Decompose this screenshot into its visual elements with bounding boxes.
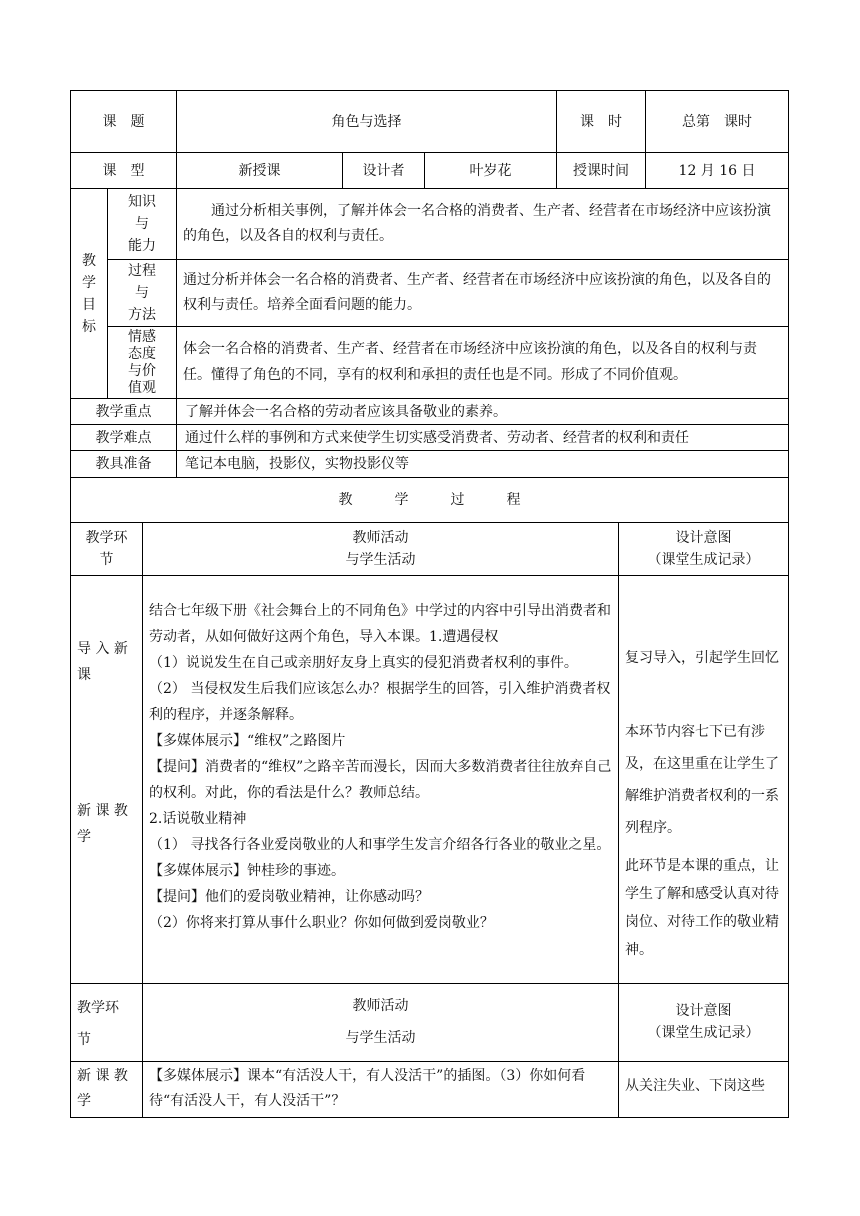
last-row-activity: 【多媒体展示】课本“有活没人干，有人没活干”的插图。（3）你如何看待“有活没人干，有人没活干”？ <box>143 1061 619 1117</box>
type-value: 新授课 <box>177 153 343 189</box>
designer-value: 叶岁花 <box>425 153 557 189</box>
key-point-label: 教学重点 <box>71 399 177 425</box>
intent-block-dedication: 此环节是本课的重点，让学生了解和感受认真对待岗位、对待工作的敬业精神。 <box>625 857 779 958</box>
activity-line: 结合七年级下册《社会舞台上的不同角色》中学过的内容中引导出消费者和劳动者，从如何做好这两个角色，导入本课。1.遭遇侵权 <box>149 602 611 645</box>
repeat-activity-header: 教师活动 与学生活动 <box>143 983 619 1061</box>
repeat-intent-header: 设计意图 （课堂生成记录） <box>619 983 789 1061</box>
stage-intro: 导 入 新 课 <box>77 640 128 683</box>
period-label: 课 时 <box>557 91 646 153</box>
goal-knowledge-label: 知识 与 能力 <box>108 189 177 260</box>
activity-line: 【多媒体展示】“维权”之路图片 <box>149 732 346 749</box>
activity-line: 2.话说敬业精神 <box>149 810 247 827</box>
last-row-stage: 新 课 教 学 <box>71 1061 143 1117</box>
goal-knowledge-text: 通过分析相关事例，了解并体会一名合格的消费者、生产者、经营者在市场经济中应该扮演的角色，以及各自的权利与责任。 <box>177 189 789 260</box>
tools-text: 笔记本电脑，投影仪，实物投影仪等 <box>177 451 789 478</box>
lesson-plan-document <box>70 90 788 1118</box>
activity-line: （2） 当侵权发生后我们应该怎么办？根据学生的回答，引入维护消费者权利的程序，并逐条解释。 <box>149 680 611 723</box>
goal-process-label: 过程 与 方法 <box>108 260 177 327</box>
date-label: 授课时间 <box>557 153 646 189</box>
goal-process-text: 通过分析并体会一名合格的消费者、生产者、经营者在市场经济中应该扮演的角色，以及各自的权利与责任。培养全面看问题的能力。 <box>177 260 789 327</box>
stage-column-header: 教学环 节 <box>71 523 143 575</box>
difficulty-label: 教学难点 <box>71 425 177 451</box>
goal-emotion-label: 情感 态度 与价 值观 <box>108 327 177 399</box>
activity-line: （2）你将来打算从事什么职业？你如何做到爱岗敬业？ <box>149 914 494 931</box>
intent-block-rights: 本环节内容七下已有涉及，在这里重在让学生了解维护消费者权利的一系列程序。 <box>625 723 779 836</box>
process-table <box>70 523 789 1118</box>
key-point-text: 了解并体会一名合格的劳动者应该具备敬业的素养。 <box>177 399 789 425</box>
activity-column-header: 教师活动 与学生活动 <box>143 523 619 575</box>
activity-line: 【提问】他们的爱岗敬业精神，让你感动吗？ <box>149 888 429 905</box>
difficulty-text: 通过什么样的事例和方式来使学生切实感受消费者、劳动者、经营者的权利和责任 <box>177 425 789 451</box>
activity-line: （1） 寻找各行各业爱岗敬业的人和事学生发言介绍各行各业的敬业之星。 <box>149 836 611 853</box>
topic-value: 角色与选择 <box>177 91 557 153</box>
date-value: 12 月 16 日 <box>646 153 789 189</box>
stage-new: 新 课 教 学 <box>77 802 128 845</box>
designer-label: 设计者 <box>343 153 425 189</box>
activity-cell <box>143 575 619 983</box>
last-row-intent: 从关注失业、下岗这些 <box>619 1061 789 1117</box>
period-value: 总第 课时 <box>646 91 789 153</box>
intent-column-header: 设计意图 （课堂生成记录） <box>619 523 789 575</box>
activity-line: 【多媒体展示】钟桂珍的事迹。 <box>149 862 345 879</box>
lesson-info-table <box>70 90 789 523</box>
activity-line: 【提问】消费者的“维权”之路辛苦而漫长，因而大多数消费者往往放弃自己的权利。对此，你的看法是什么？教师总结。 <box>149 758 612 801</box>
process-title: 教 学 过 程 <box>71 478 789 523</box>
repeat-stage-header: 教学环 节 <box>71 983 143 1061</box>
goal-emotion-text: 体会一名合格的消费者、生产者、经营者在市场经济中应该扮演的角色，以及各自的权利与责任。懂得了角色的不同，享有的权利和承担的责任也是不同。形成了不同价值观。 <box>177 327 789 399</box>
activity-line: （1）说说发生在自己或亲朋好友身上真实的侵犯消费者权利的事件。 <box>149 654 578 671</box>
goals-label: 教 学 目 标 <box>71 189 108 399</box>
tools-label: 教具准备 <box>71 451 177 478</box>
intent-cell <box>619 575 789 983</box>
stage-cell <box>71 575 143 983</box>
intent-block-intro: 复习导入，引起学生回忆 <box>625 649 779 666</box>
topic-label: 课 题 <box>71 91 177 153</box>
type-label: 课 型 <box>71 153 177 189</box>
